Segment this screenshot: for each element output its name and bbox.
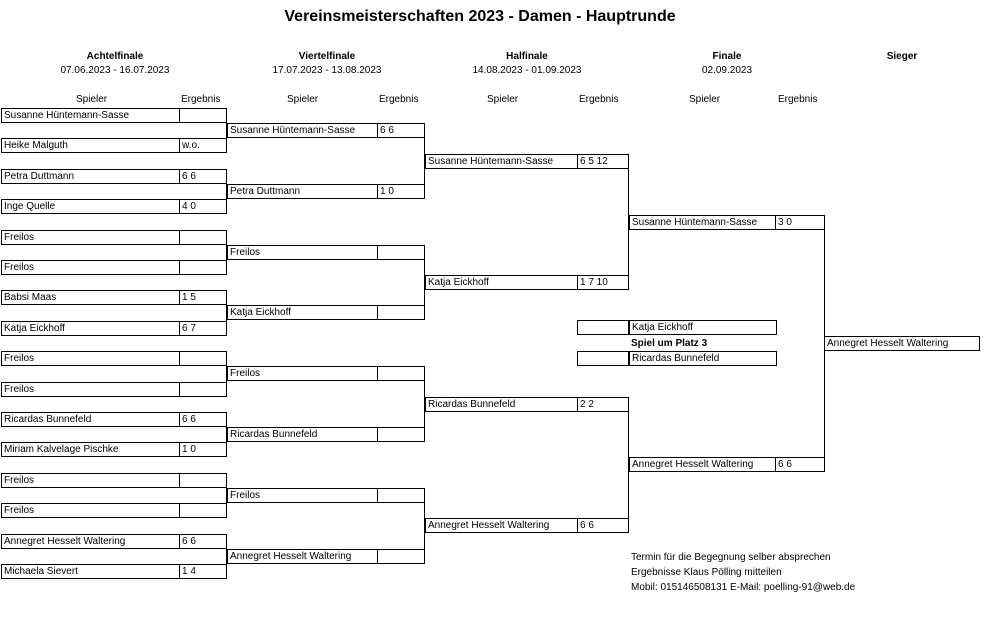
sf-result-cell: 1 7 10 xyxy=(577,275,629,290)
qf-player-cell: Ricardas Bunnefeld xyxy=(227,427,379,442)
final-player-cell: Susanne Hüntemann-Sasse xyxy=(629,215,777,230)
r16-result-cell: 6 6 xyxy=(179,412,227,427)
round-header-winner xyxy=(802,50,1000,64)
col-header-player: Spieler xyxy=(689,94,721,105)
r16-result-cell: 1 0 xyxy=(179,442,227,457)
third-place-player-2: Ricardas Bunnefeld xyxy=(629,351,777,366)
qf-result-cell: 6 6 xyxy=(377,123,425,138)
r16-result-cell xyxy=(179,230,227,245)
qf-player-cell: Katja Eickhoff xyxy=(227,305,379,320)
r16-player-cell: Heike Malguth xyxy=(1,138,181,153)
r16-player-cell: Freilos xyxy=(1,473,181,488)
r16-result-cell: 4 0 xyxy=(179,199,227,214)
final-player-cell: Annegret Hesselt Waltering xyxy=(629,457,777,472)
r16-player-cell: Ricardas Bunnefeld xyxy=(1,412,181,427)
round-name: Sieger xyxy=(886,51,918,62)
r16-result-cell: w.o. xyxy=(179,138,227,153)
col-header-result: Ergebnis xyxy=(379,94,419,105)
r16-result-cell xyxy=(179,260,227,275)
round-header-qf xyxy=(227,50,427,78)
qf-result-cell xyxy=(377,549,425,564)
r16-player-cell: Katja Eickhoff xyxy=(1,321,181,336)
r16-result-cell: 1 5 xyxy=(179,290,227,305)
r16-result-cell xyxy=(179,382,227,397)
r16-player-cell: Freilos xyxy=(1,230,181,245)
r16-result-cell xyxy=(179,473,227,488)
round-header-sf xyxy=(427,50,627,78)
qf-player-cell: Annegret Hesselt Waltering xyxy=(227,549,379,564)
sf-result-cell: 6 6 xyxy=(577,518,629,533)
col-header-result: Ergebnis xyxy=(579,94,619,105)
col-header-result: Ergebnis xyxy=(778,94,818,105)
round-dates: 17.07.2023 - 13.08.2023 xyxy=(272,65,382,76)
sf-player-cell: Susanne Hüntemann-Sasse xyxy=(425,154,579,169)
third-place-result-cell xyxy=(577,351,629,366)
sf-result-cell: 2 2 xyxy=(577,397,629,412)
r16-result-cell xyxy=(179,108,227,123)
winner-cell: Annegret Hesselt Waltering xyxy=(824,336,980,351)
r16-player-cell: Michaela Sievert xyxy=(1,564,181,579)
col-header-player: Spieler xyxy=(76,94,108,105)
sf-result-cell: 6 5 12 xyxy=(577,154,629,169)
r16-result-cell: 6 6 xyxy=(179,534,227,549)
r16-player-cell: Babsi Maas xyxy=(1,290,181,305)
round-dates: 07.06.2023 - 16.07.2023 xyxy=(60,65,170,76)
r16-player-cell: Freilos xyxy=(1,260,181,275)
qf-player-cell: Petra Duttmann xyxy=(227,184,379,199)
qf-player-cell: Freilos xyxy=(227,245,379,260)
sf-player-cell: Katja Eickhoff xyxy=(425,275,579,290)
r16-player-cell: Inge Quelle xyxy=(1,199,181,214)
third-place-result-cell xyxy=(577,320,629,335)
sf-player-cell: Annegret Hesselt Waltering xyxy=(425,518,579,533)
r16-player-cell: Petra Duttmann xyxy=(1,169,181,184)
r16-player-cell: Freilos xyxy=(1,382,181,397)
col-header-result: Ergebnis xyxy=(181,94,221,105)
qf-player-cell: Freilos xyxy=(227,488,379,503)
qf-player-cell: Freilos xyxy=(227,366,379,381)
note-line: Termin für die Begegnung selber absprechen xyxy=(631,552,831,563)
qf-result-cell: 1 0 xyxy=(377,184,425,199)
qf-result-cell xyxy=(377,245,425,260)
col-header-player: Spieler xyxy=(487,94,519,105)
round-name: Viertelfinale xyxy=(298,51,356,62)
r16-result-cell xyxy=(179,503,227,518)
r16-player-cell: Susanne Hüntemann-Sasse xyxy=(1,108,181,123)
r16-result-cell: 1 4 xyxy=(179,564,227,579)
r16-player-cell: Freilos xyxy=(1,351,181,366)
page-title: Vereinsmeisterschaften 2023 - Damen - Hauptrunde xyxy=(284,8,676,25)
r16-result-cell: 6 6 xyxy=(179,169,227,184)
qf-result-cell xyxy=(377,305,425,320)
note-line: Ergebnisse Klaus Pölling mitteilen xyxy=(631,567,782,578)
r16-player-cell: Annegret Hesselt Waltering xyxy=(1,534,181,549)
round-name: Achtelfinale xyxy=(86,51,144,62)
r16-result-cell xyxy=(179,351,227,366)
third-place-player-1: Katja Eickhoff xyxy=(629,320,777,335)
third-place-label: Spiel um Platz 3 xyxy=(631,338,708,349)
r16-result-cell: 6 7 xyxy=(179,321,227,336)
sf-player-cell: Ricardas Bunnefeld xyxy=(425,397,579,412)
round-name: Finale xyxy=(712,51,742,62)
qf-result-cell xyxy=(377,488,425,503)
final-result-cell: 3 0 xyxy=(775,215,825,230)
r16-player-cell: Miriam Kalvelage Pischke xyxy=(1,442,181,457)
round-name: Halfinale xyxy=(506,51,548,62)
qf-result-cell xyxy=(377,366,425,381)
final-result-cell: 6 6 xyxy=(775,457,825,472)
bracket-line xyxy=(424,502,425,564)
round-header-r16 xyxy=(15,50,215,78)
qf-result-cell xyxy=(377,427,425,442)
qf-player-cell: Susanne Hüntemann-Sasse xyxy=(227,123,379,138)
note-line: Mobil: 015146508131 E-Mail: poelling-91@web.de xyxy=(631,582,856,593)
bracket-line xyxy=(628,411,629,533)
round-dates: 14.08.2023 - 01.09.2023 xyxy=(472,65,582,76)
round-dates: 02.09.2023 xyxy=(701,65,753,76)
col-header-player: Spieler xyxy=(287,94,319,105)
round-header-final xyxy=(627,50,827,78)
r16-player-cell: Freilos xyxy=(1,503,181,518)
